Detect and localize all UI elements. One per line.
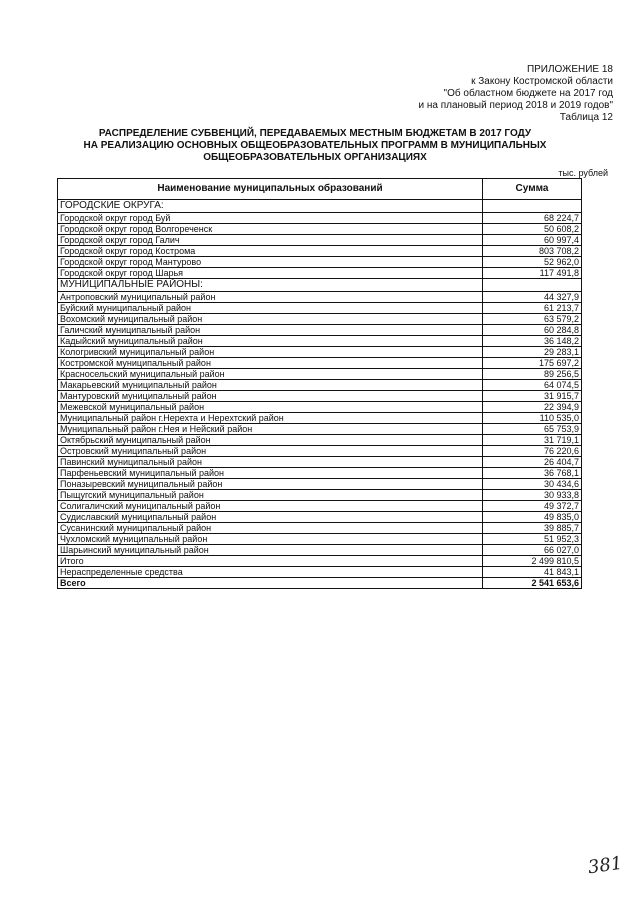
title-line-1: РАСПРЕДЕЛЕНИЕ СУБВЕНЦИЙ, ПЕРЕДАВАЕМЫХ МЕСТНЫМ БЮДЖЕТАМ В 2017 ГОДУ xyxy=(98,128,532,139)
row-name: Городской округ город Галич xyxy=(58,235,483,246)
undistributed-value: 41 843,1 xyxy=(483,567,582,578)
row-name: Октябрьский муниципальный район xyxy=(58,435,483,446)
row-name: Павинский муниципальный район xyxy=(58,457,483,468)
table-row xyxy=(58,479,582,490)
table-row xyxy=(58,292,582,303)
row-name: Пыщугский муниципальный район xyxy=(58,490,483,501)
row-name: Сусанинский муниципальный район xyxy=(58,523,483,534)
row-name: Островский муниципальный район xyxy=(58,446,483,457)
distribution-table xyxy=(57,178,582,589)
total-value: 2 499 810,5 xyxy=(483,556,582,567)
table-row xyxy=(58,391,582,402)
table-row xyxy=(58,402,582,413)
table-row xyxy=(58,314,582,325)
row-value: 60 284,8 xyxy=(483,325,582,336)
row-value: 22 394,9 xyxy=(483,402,582,413)
row-value: 52 962,0 xyxy=(483,257,582,268)
row-value: 26 404,7 xyxy=(483,457,582,468)
row-name: Красносельский муниципальный район xyxy=(58,369,483,380)
row-name: Муниципальный район г.Нерехта и Нерехтский район xyxy=(58,413,483,424)
row-name: Поназыревский муниципальный район xyxy=(58,479,483,490)
row-value: 30 434,6 xyxy=(483,479,582,490)
row-value: 29 283,1 xyxy=(483,347,582,358)
law-title: "Об областном бюджете на 2017 год xyxy=(443,88,613,99)
table-number: Таблица 12 xyxy=(559,112,613,123)
table-row xyxy=(58,435,582,446)
table-row xyxy=(58,347,582,358)
section-empty-cell xyxy=(483,200,582,213)
row-name: Межевской муниципальный район xyxy=(58,402,483,413)
table-row xyxy=(58,490,582,501)
law-period: и на плановый период 2018 и 2019 годов" xyxy=(418,100,613,111)
row-value: 36 148,2 xyxy=(483,336,582,347)
total-label: Итого xyxy=(58,556,483,567)
table-row xyxy=(58,512,582,523)
row-value: 61 213,7 xyxy=(483,303,582,314)
row-name: Мантуровский муниципальный район xyxy=(58,391,483,402)
row-name: Судиславский муниципальный район xyxy=(58,512,483,523)
appendix-number: ПРИЛОЖЕНИЕ 18 xyxy=(526,64,613,75)
table-row xyxy=(58,468,582,479)
row-name: Муниципальный район г.Нея и Нейский район xyxy=(58,424,483,435)
column-header-name: Наименование муниципальных образований xyxy=(58,179,483,200)
table-row xyxy=(58,545,582,556)
units-label: тыс. рублей xyxy=(558,168,608,178)
row-value: 31 719,1 xyxy=(483,435,582,446)
row-value: 49 372,7 xyxy=(483,501,582,512)
table-header-row xyxy=(58,179,582,200)
row-name: Городской округ город Кострома xyxy=(58,246,483,257)
grand-total-value: 2 541 653,6 xyxy=(483,578,582,589)
appendix-header xyxy=(418,64,613,124)
table-row xyxy=(58,246,582,257)
row-value: 110 535,0 xyxy=(483,413,582,424)
row-value: 36 768,1 xyxy=(483,468,582,479)
total-row xyxy=(58,556,582,567)
row-value: 66 027,0 xyxy=(483,545,582,556)
handwritten-page-number: 381 xyxy=(586,852,624,879)
row-name: Буйский муниципальный район xyxy=(58,303,483,314)
document-title xyxy=(60,128,570,164)
undistributed-row xyxy=(58,567,582,578)
table-row xyxy=(58,446,582,457)
row-value: 60 997,4 xyxy=(483,235,582,246)
row-value: 117 491,8 xyxy=(483,268,582,279)
table-row xyxy=(58,268,582,279)
table-row xyxy=(58,358,582,369)
table-row xyxy=(58,303,582,314)
row-value: 64 074,5 xyxy=(483,380,582,391)
undistributed-label: Нераспределенные средства xyxy=(58,567,483,578)
row-value: 63 579,2 xyxy=(483,314,582,325)
column-header-sum: Сумма xyxy=(483,179,582,200)
row-name: Вохомский муниципальный район xyxy=(58,314,483,325)
title-line-3: ОБЩЕОБРАЗОВАТЕЛЬНЫХ ОРГАНИЗАЦИЯХ xyxy=(203,152,427,163)
table-row xyxy=(58,457,582,468)
row-name: Городской округ город Шарья xyxy=(58,268,483,279)
row-value: 50 608,2 xyxy=(483,224,582,235)
row-name: Городской округ город Волгореченск xyxy=(58,224,483,235)
row-name: Кадыйский муниципальный район xyxy=(58,336,483,347)
row-value: 30 933,8 xyxy=(483,490,582,501)
row-name: Костромской муниципальный район xyxy=(58,358,483,369)
row-value: 44 327,9 xyxy=(483,292,582,303)
grand-total-label: Всего xyxy=(58,578,483,589)
row-name: Антроповский муниципальный район xyxy=(58,292,483,303)
table-row xyxy=(58,325,582,336)
row-name: Городской округ город Мантурово xyxy=(58,257,483,268)
section-row-city xyxy=(58,200,582,213)
table-row xyxy=(58,257,582,268)
row-value: 49 835,0 xyxy=(483,512,582,523)
row-name: Макарьевский муниципальный район xyxy=(58,380,483,391)
row-value: 39 885,7 xyxy=(483,523,582,534)
table-row xyxy=(58,224,582,235)
table-row xyxy=(58,213,582,224)
row-name: Чухломский муниципальный район xyxy=(58,534,483,545)
row-value: 51 952,3 xyxy=(483,534,582,545)
row-value: 65 753,9 xyxy=(483,424,582,435)
table-row xyxy=(58,424,582,435)
table-row xyxy=(58,523,582,534)
row-name: Солигаличский муниципальный район xyxy=(58,501,483,512)
row-value: 76 220,6 xyxy=(483,446,582,457)
section-row-district xyxy=(58,279,582,292)
row-name: Городской округ город Буй xyxy=(58,213,483,224)
section-empty-cell xyxy=(483,279,582,292)
row-value: 175 697,2 xyxy=(483,358,582,369)
row-name: Кологривский муниципальный район xyxy=(58,347,483,358)
title-line-2: НА РЕАЛИЗАЦИЮ ОСНОВНЫХ ОБЩЕОБРАЗОВАТЕЛЬНЫХ ПРОГРАММ В МУНИЦИПАЛЬНЫХ xyxy=(83,140,547,151)
law-reference: к Закону Костромской области xyxy=(471,76,613,87)
row-name: Шарьинский муниципальный район xyxy=(58,545,483,556)
table-row xyxy=(58,413,582,424)
row-name: Галичский муниципальный район xyxy=(58,325,483,336)
row-name: Парфеньевский муниципальный район xyxy=(58,468,483,479)
grand-total-row xyxy=(58,578,582,589)
table-row xyxy=(58,369,582,380)
table-row xyxy=(58,235,582,246)
table-row xyxy=(58,534,582,545)
row-value: 803 708,2 xyxy=(483,246,582,257)
row-value: 31 915,7 xyxy=(483,391,582,402)
row-value: 68 224,7 xyxy=(483,213,582,224)
table-row xyxy=(58,380,582,391)
table-row xyxy=(58,336,582,347)
section-label: МУНИЦИПАЛЬНЫЕ РАЙОНЫ: xyxy=(58,279,483,292)
row-value: 89 256,5 xyxy=(483,369,582,380)
table-row xyxy=(58,501,582,512)
section-label: ГОРОДСКИЕ ОКРУГА: xyxy=(58,200,483,213)
